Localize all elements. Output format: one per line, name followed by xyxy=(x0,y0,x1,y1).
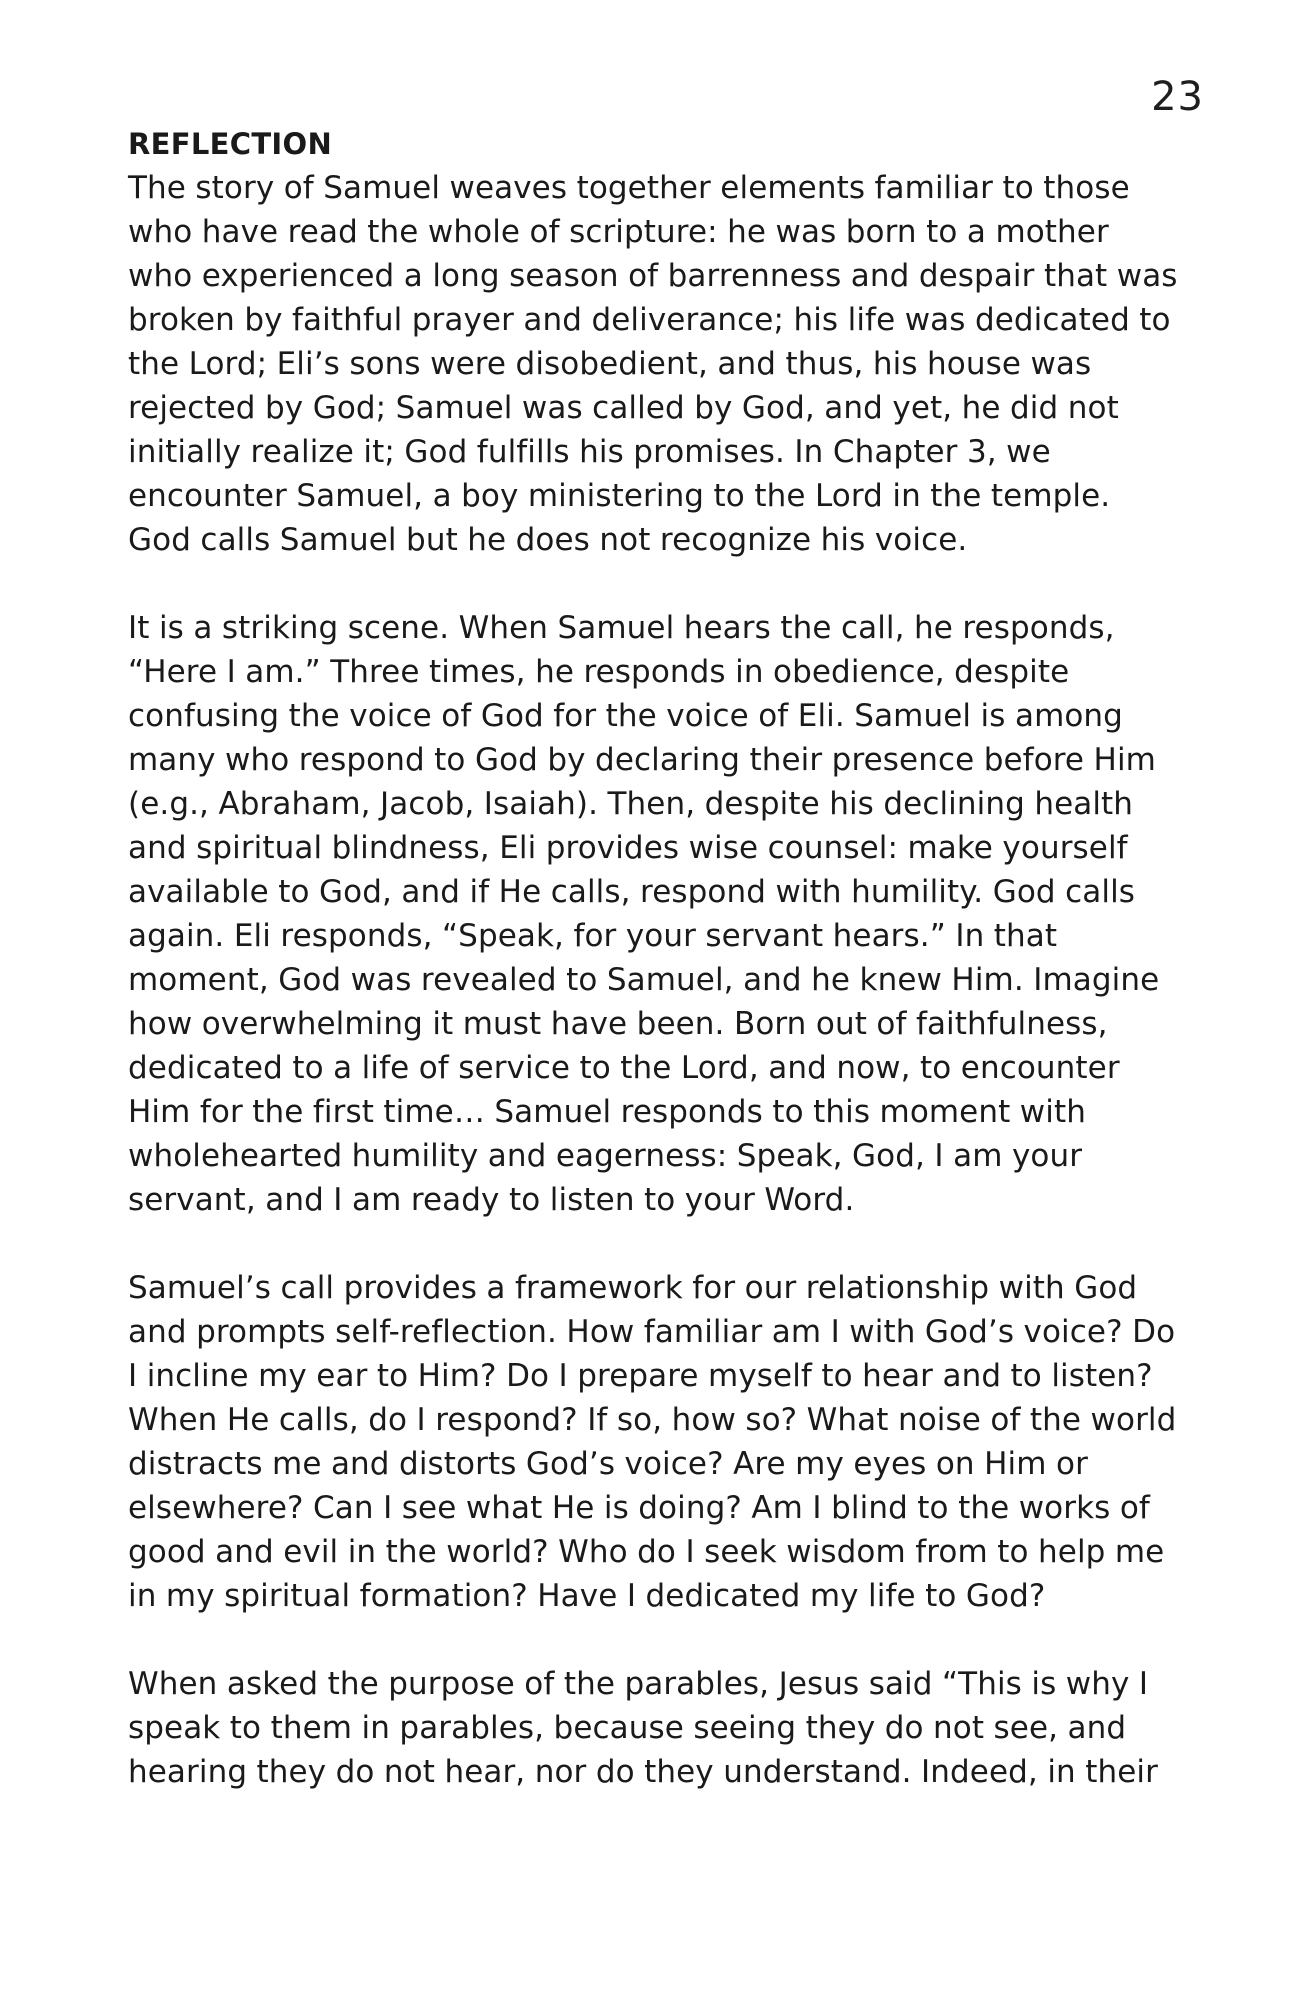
paragraph-3: Samuel’s call provides a framework for our relationship with God and prompts self-reflection. How familiar am I with God’s voice? Do I incline my ear to Him? Do I prepare myself to hear and to listen? When He calls, do I respond? If so, how so? What noise of the world distracts me and distorts God’s voice? Are my eyes on Him or elsewhere? Can I see what He is doing? Am I blind to the works of good and evil in the world? Who do I seek wisdom from to help me in my spiritual formation? Have I dedicated my life to God? xyxy=(128,1270,1177,1614)
page-number: 23 xyxy=(1151,74,1204,120)
page-content xyxy=(128,122,1178,1794)
paragraph-2: It is a striking scene. When Samuel hears the call, he responds, “Here I am.” Three times, he responds in obedience, despite confusing the voice of God for the voice of Eli. Samuel is among many who respond to God by declaring their presence before Him (e.g., Abraham, Jacob, Isaiah). Then, despite his declining health and spiritual blindness, Eli provides wise counsel: make yourself available to God, and if He calls, respond with humility. God calls again. Eli responds, “Speak, for your servant hears.” In that moment, God was revealed to Samuel, and he knew Him. Imagine how overwhelming it must have been. Born out of faithfulness, dedicated to a life of service to the Lord, and now, to encounter Him for the first time… Samuel responds to this moment with wholehearted humility and eagerness: Speak, God, I am your servant, and I am ready to listen to your Word. xyxy=(128,610,1160,1218)
section-heading: REFLECTION xyxy=(128,127,333,161)
paragraph-1: The story of Samuel weaves together elements familiar to those who have read the whole of scripture: he was born to a mother who experienced a long season of barrenness and despair that was broken by faithful prayer and deliverance; his life was dedicated to the Lord; Eli’s sons were disobedient, and thus, his house was rejected by God; Samuel was called by God, and yet, he did not initially realize it; God fulfills his promises. In Chapter 3, we encounter Samuel, a boy ministering to the Lord in the temple. God calls Samuel but he does not recognize his voice. xyxy=(128,170,1178,558)
paragraph-4: When asked the purpose of the parables, Jesus said “This is why I speak to them in parables, because seeing they do not see, and hearing they do not hear, nor do they understand. Indeed, in their xyxy=(128,1666,1158,1790)
